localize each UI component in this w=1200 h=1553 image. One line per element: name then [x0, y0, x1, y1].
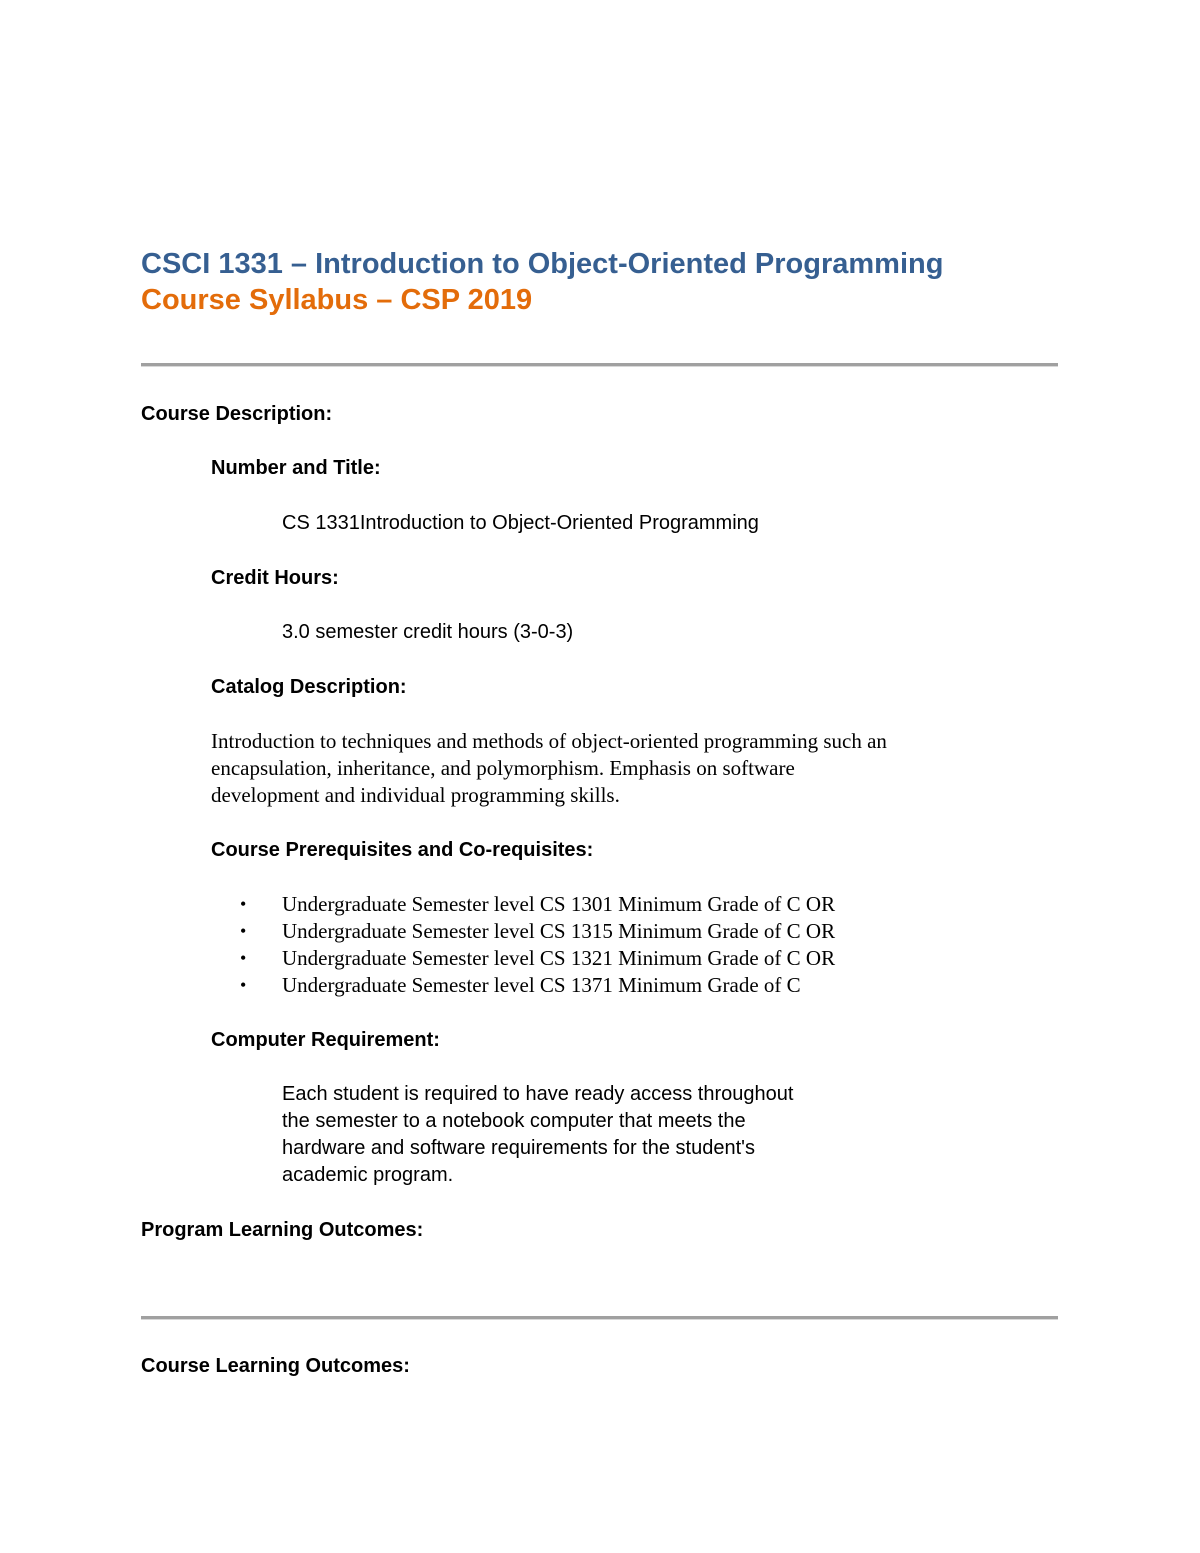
bullet-icon: •: [240, 894, 247, 914]
catalog-line: Introduction to techniques and methods of object-oriented programming such an: [211, 729, 887, 753]
credit-hours-value: 3.0 semester credit hours (3-0-3): [282, 621, 574, 643]
number-title-value: CS 1331Introduction to Object-Oriented Programming: [282, 512, 759, 534]
bullet-icon: •: [240, 921, 247, 941]
course-description-heading: Course Description:: [141, 403, 333, 425]
bullet-icon: •: [240, 975, 247, 995]
horizontal-divider: [141, 1316, 1058, 1320]
prerequisite-text: Undergraduate Semester level CS 1321 Minimum Grade of C OR: [282, 946, 836, 970]
horizontal-divider: [141, 363, 1058, 367]
prerequisite-text: Undergraduate Semester level CS 1315 Minimum Grade of C OR: [282, 919, 836, 943]
computer-requirement-label: Computer Requirement:: [211, 1029, 440, 1051]
requirement-line: Each student is required to have ready access throughout: [282, 1083, 794, 1105]
prerequisite-text: Undergraduate Semester level CS 1301 Minimum Grade of C OR: [282, 892, 836, 916]
number-title-label: Number and Title:: [211, 457, 381, 479]
catalog-line: encapsulation, inheritance, and polymorphism. Emphasis on software: [211, 756, 795, 780]
requirement-line: academic program.: [282, 1164, 454, 1186]
course-outcomes-heading: Course Learning Outcomes:: [141, 1355, 410, 1377]
document-title: CSCI 1331 – Introduction to Object-Oriented Programming: [141, 248, 944, 280]
requirement-line: the semester to a notebook computer that meets the: [282, 1110, 746, 1132]
credit-hours-label: Credit Hours:: [211, 567, 339, 589]
catalog-description-label: Catalog Description:: [211, 676, 407, 698]
catalog-description-text: [211, 728, 1011, 809]
program-outcomes-heading: Program Learning Outcomes:: [141, 1219, 424, 1241]
catalog-line: development and individual programming skills.: [211, 783, 620, 807]
bullet-icon: •: [240, 948, 247, 968]
document-subtitle: Course Syllabus – CSP 2019: [141, 284, 533, 316]
prerequisites-label: Course Prerequisites and Co-requisites:: [211, 839, 594, 861]
computer-requirement-text: [282, 1081, 793, 1189]
requirement-line: hardware and software requirements for the student's: [282, 1137, 755, 1159]
prerequisite-text: Undergraduate Semester level CS 1371 Minimum Grade of C: [282, 973, 801, 997]
